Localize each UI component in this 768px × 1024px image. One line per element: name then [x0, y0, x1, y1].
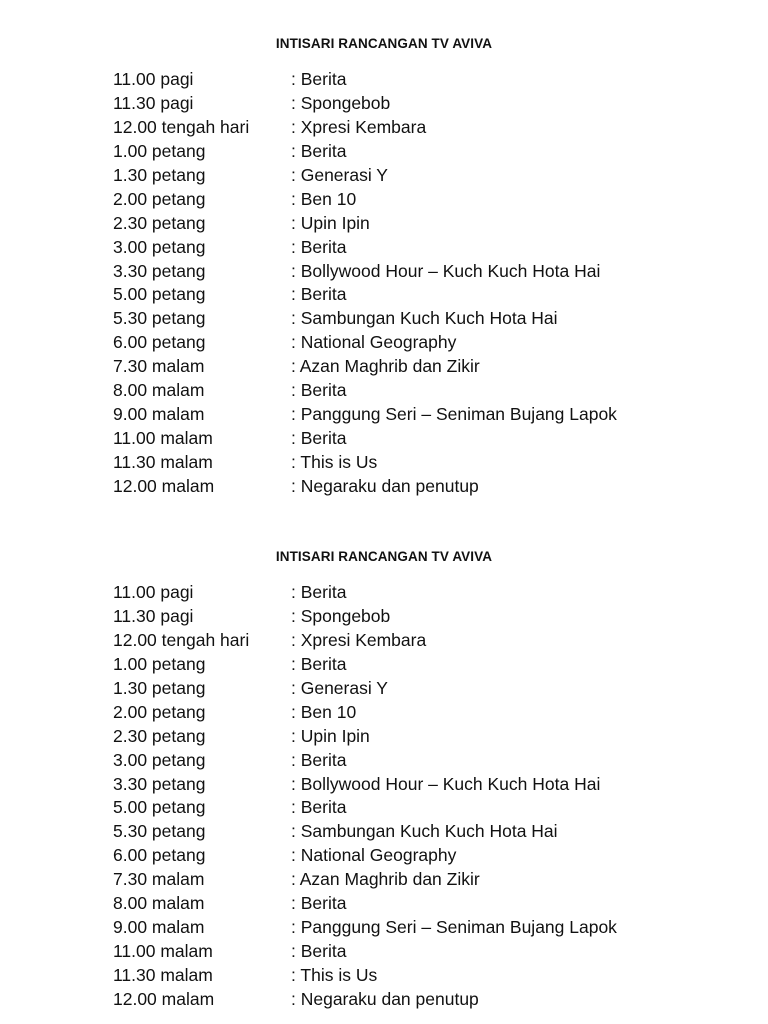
time-slot: 11.30 pagi [113, 605, 194, 626]
time-slot: 8.00 malam [113, 380, 205, 401]
schedule-row [0, 259, 768, 283]
time-slot: 2.30 petang [113, 725, 206, 746]
program-name: : Bollywood Hour – Kuch Kuch Hota Hai [291, 260, 601, 281]
time-slot: 6.00 petang [113, 332, 206, 353]
time-slot: 5.30 petang [113, 821, 206, 842]
schedule-row [0, 915, 768, 939]
schedule-row [0, 891, 768, 915]
time-slot: 3.00 petang [113, 236, 206, 257]
schedule-row [0, 354, 768, 378]
schedule-row [0, 282, 768, 306]
schedule-row [0, 748, 768, 772]
program-name: : Spongebob [291, 605, 391, 626]
program-name: : Xpresi Kembara [291, 116, 427, 137]
program-name: : Upin Ipin [291, 725, 370, 746]
time-slot: 2.30 petang [113, 212, 206, 233]
time-slot: 12.00 tengah hari [113, 116, 250, 137]
time-slot: 1.30 petang [113, 677, 206, 698]
schedule-row [0, 724, 768, 748]
schedule-row [0, 450, 768, 474]
schedule-row [0, 67, 768, 91]
time-slot: 11.00 malam [113, 941, 213, 962]
program-name: : Berita [291, 749, 347, 770]
schedule-row [0, 652, 768, 676]
time-slot: 11.30 malam [113, 965, 213, 986]
program-name: : National Geography [291, 332, 457, 353]
program-name: : National Geography [291, 845, 457, 866]
program-name: : Negaraku dan penutup [291, 988, 479, 1009]
schedule-row [0, 306, 768, 330]
schedule-row [0, 604, 768, 628]
time-slot: 11.30 pagi [113, 92, 194, 113]
schedule-row [0, 939, 768, 963]
schedule-row [0, 115, 768, 139]
schedule-row [0, 580, 768, 604]
time-slot: 11.00 pagi [113, 582, 194, 602]
program-name: : Berita [291, 236, 347, 257]
program-name: : Panggung Seri – Seniman Bujang Lapok [291, 917, 617, 938]
time-slot: 1.00 petang [113, 653, 206, 674]
schedule-row [0, 867, 768, 891]
program-name: : Generasi Y [291, 677, 388, 698]
schedule-row [0, 187, 768, 211]
time-slot: 8.00 malam [113, 893, 205, 914]
time-slot: 12.00 malam [113, 988, 215, 1009]
schedule-row [0, 426, 768, 450]
schedule-row [0, 795, 768, 819]
program-name: : Berita [291, 284, 347, 305]
time-slot: 3.30 petang [113, 260, 206, 281]
schedule-row [0, 378, 768, 402]
program-name: : Sambungan Kuch Kuch Hota Hai [291, 821, 558, 842]
program-name: : Berita [291, 893, 347, 914]
time-slot: 9.00 malam [113, 404, 205, 425]
schedule-row [0, 843, 768, 867]
time-slot: 12.00 malam [113, 475, 215, 496]
schedule-row [0, 700, 768, 724]
program-name: : Berita [291, 140, 347, 161]
program-name: : Panggung Seri – Seniman Bujang Lapok [291, 404, 617, 425]
time-slot: 5.00 petang [113, 284, 206, 305]
schedule-row [0, 963, 768, 987]
program-name: : Berita [291, 428, 347, 449]
program-name: : Berita [291, 69, 347, 89]
schedule-row [0, 772, 768, 796]
time-slot: 3.30 petang [113, 773, 206, 794]
schedule-row [0, 330, 768, 354]
program-name: : Azan Maghrib dan Zikir [291, 869, 480, 890]
time-slot: 2.00 petang [113, 701, 206, 722]
program-name: : Generasi Y [291, 164, 388, 185]
program-name: : Upin Ipin [291, 212, 370, 233]
time-slot: 5.00 petang [113, 797, 206, 818]
program-name: : Xpresi Kembara [291, 629, 427, 650]
program-name: : This is Us [291, 452, 378, 473]
program-name: : Spongebob [291, 92, 391, 113]
time-slot: 11.00 pagi [113, 69, 194, 89]
schedule-row [0, 819, 768, 843]
schedule-row [0, 91, 768, 115]
time-slot: 7.30 malam [113, 356, 205, 377]
schedule-row [0, 402, 768, 426]
program-name: : Berita [291, 380, 347, 401]
time-slot: 2.00 petang [113, 188, 206, 209]
schedule-row [0, 628, 768, 652]
time-slot: 7.30 malam [113, 869, 205, 890]
program-name: : Sambungan Kuch Kuch Hota Hai [291, 308, 558, 329]
schedule-row [0, 474, 768, 498]
time-slot: 6.00 petang [113, 845, 206, 866]
section-title: INTISARI RANCANGAN TV AVIVA [275, 549, 493, 564]
program-name: : This is Us [291, 965, 378, 986]
program-name: : Azan Maghrib dan Zikir [291, 356, 480, 377]
schedule-row [0, 676, 768, 700]
schedule-row [0, 211, 768, 235]
time-slot: 5.30 petang [113, 308, 206, 329]
schedule-row [0, 139, 768, 163]
time-slot: 12.00 tengah hari [113, 629, 250, 650]
time-slot: 1.30 petang [113, 164, 206, 185]
program-name: : Berita [291, 797, 347, 818]
schedule-row [0, 987, 768, 1011]
program-name: : Bollywood Hour – Kuch Kuch Hota Hai [291, 773, 601, 794]
program-name: : Berita [291, 582, 347, 602]
time-slot: 9.00 malam [113, 917, 205, 938]
program-name: : Berita [291, 653, 347, 674]
schedule-row [0, 235, 768, 259]
time-slot: 11.00 malam [113, 428, 213, 449]
time-slot: 1.00 petang [113, 140, 206, 161]
time-slot: 3.00 petang [113, 749, 206, 770]
program-name: : Ben 10 [291, 188, 357, 209]
program-name: : Ben 10 [291, 701, 357, 722]
program-name: : Negaraku dan penutup [291, 475, 479, 496]
time-slot: 11.30 malam [113, 452, 213, 473]
section-title: INTISARI RANCANGAN TV AVIVA [275, 36, 493, 51]
program-name: : Berita [291, 941, 347, 962]
schedule-row [0, 163, 768, 187]
